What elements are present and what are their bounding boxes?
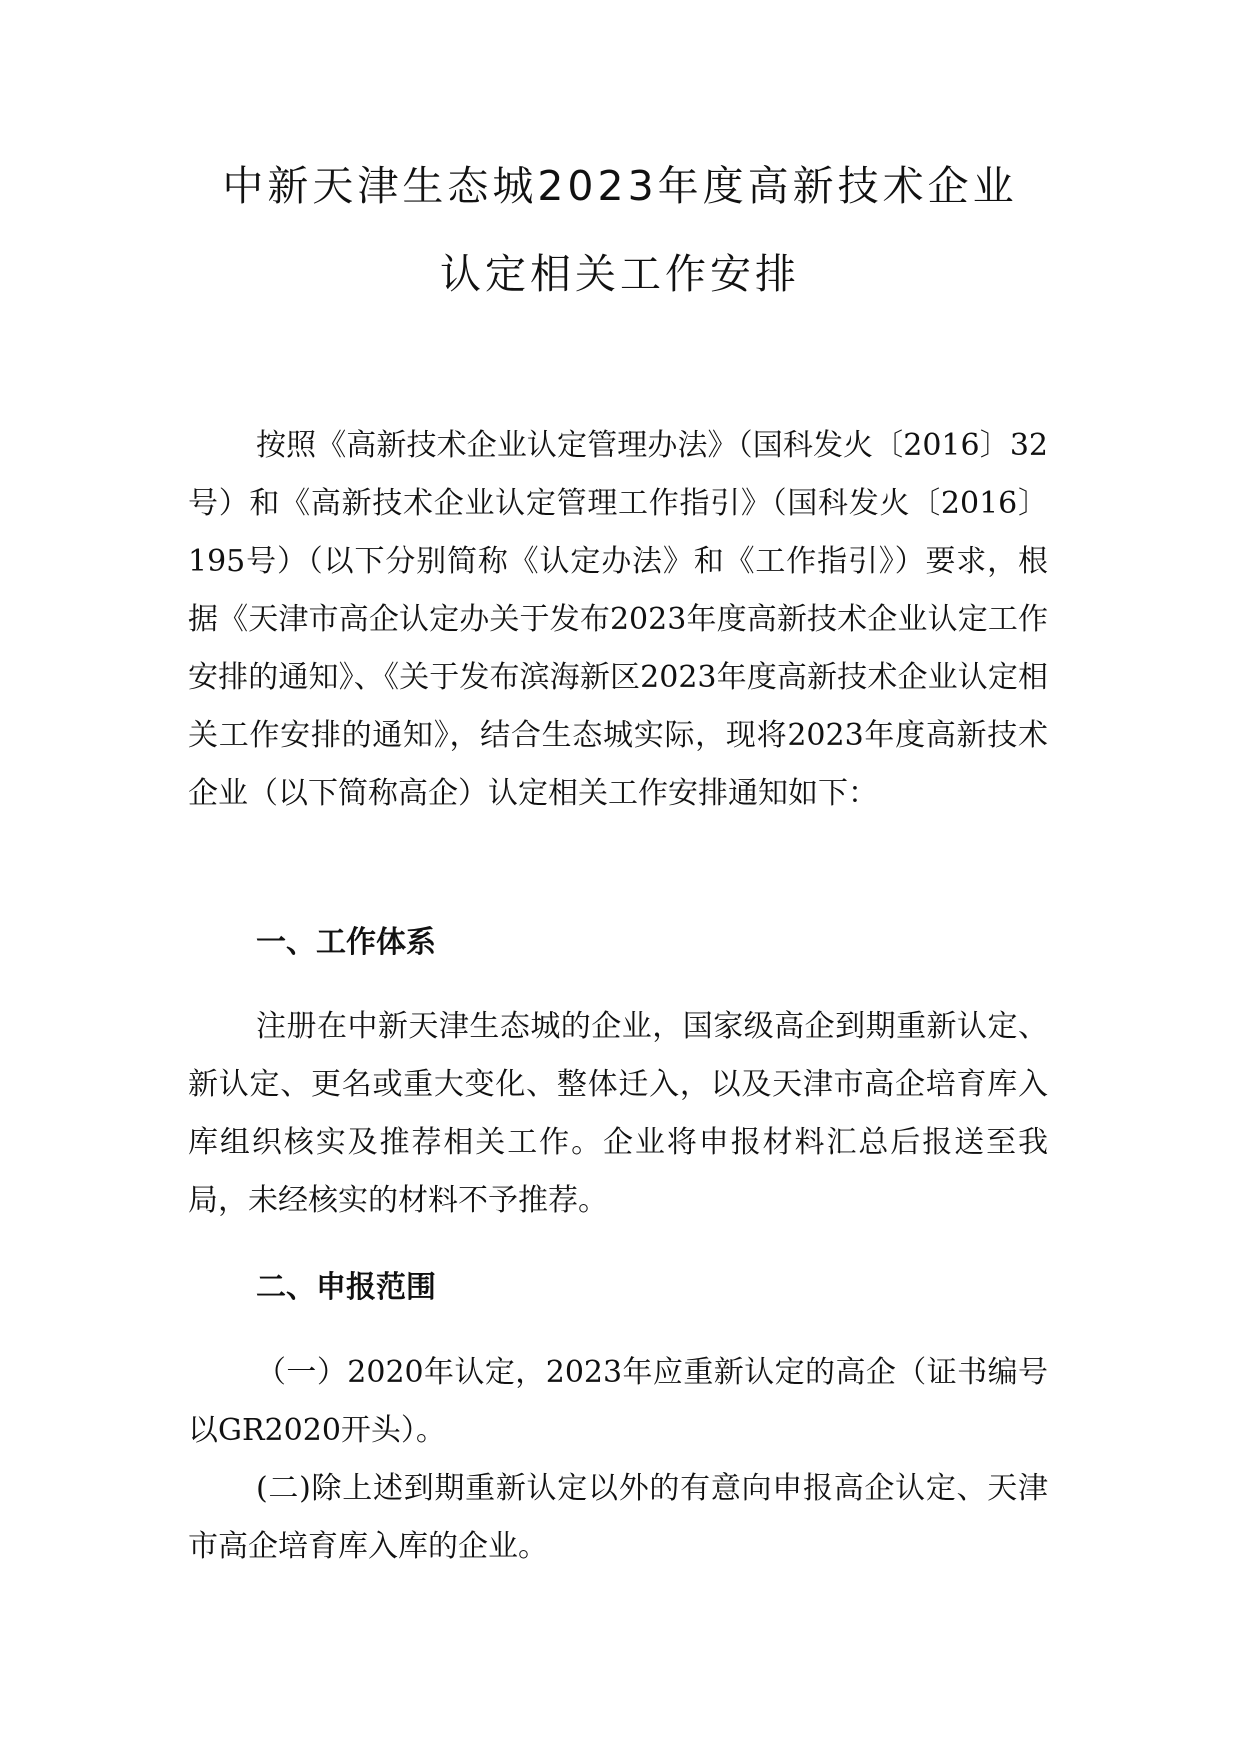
intro-paragraph: 按照《高新技术企业认定管理办法》（国科发火〔2016〕32号）和《高新技术企业认定管理工作指引》（国科发火〔2016〕195号）（以下分别简称《认定办法》和《工作指引》）要求，根据《天津市高企认定办关于发布2023年度高新技术企业认定工作安排的通知》、《关于发布滨海新区2023年度高新技术企业认定相关工作安排的通知》，结合生态城实际，现将2023年度高新技术企业（以下简称高企）认定相关工作安排通知如下： <box>188 428 1048 811</box>
document-title-line-2: 认定相关工作安排 <box>440 250 800 298</box>
application-scope-item-2: (二)除上述到期重新认定以外的有意向申报高企认定、天津市高企培育库入库的企业。 <box>188 1471 1048 1564</box>
section-heading-work-system: 一、工作体系 <box>256 925 436 960</box>
section-heading-application-scope: 二、申报范围 <box>256 1270 436 1305</box>
section-work-system-paragraph: 注册在中新天津生态城的企业，国家级高企到期重新认定、新认定、更名或重大变化、整体迁入，以及天津市高企培育库入库组织核实及推荐相关工作。企业将申报材料汇总后报送至我局，未经核实的材料不予推荐。 <box>188 1009 1048 1218</box>
application-scope-item-1: （一）2020年认定，2023年应重新认定的高企（证书编号以GR2020开头）。 <box>188 1355 1048 1448</box>
document-title-line-1: 中新天津生态城2023年度高新技术企业 <box>222 162 1018 210</box>
